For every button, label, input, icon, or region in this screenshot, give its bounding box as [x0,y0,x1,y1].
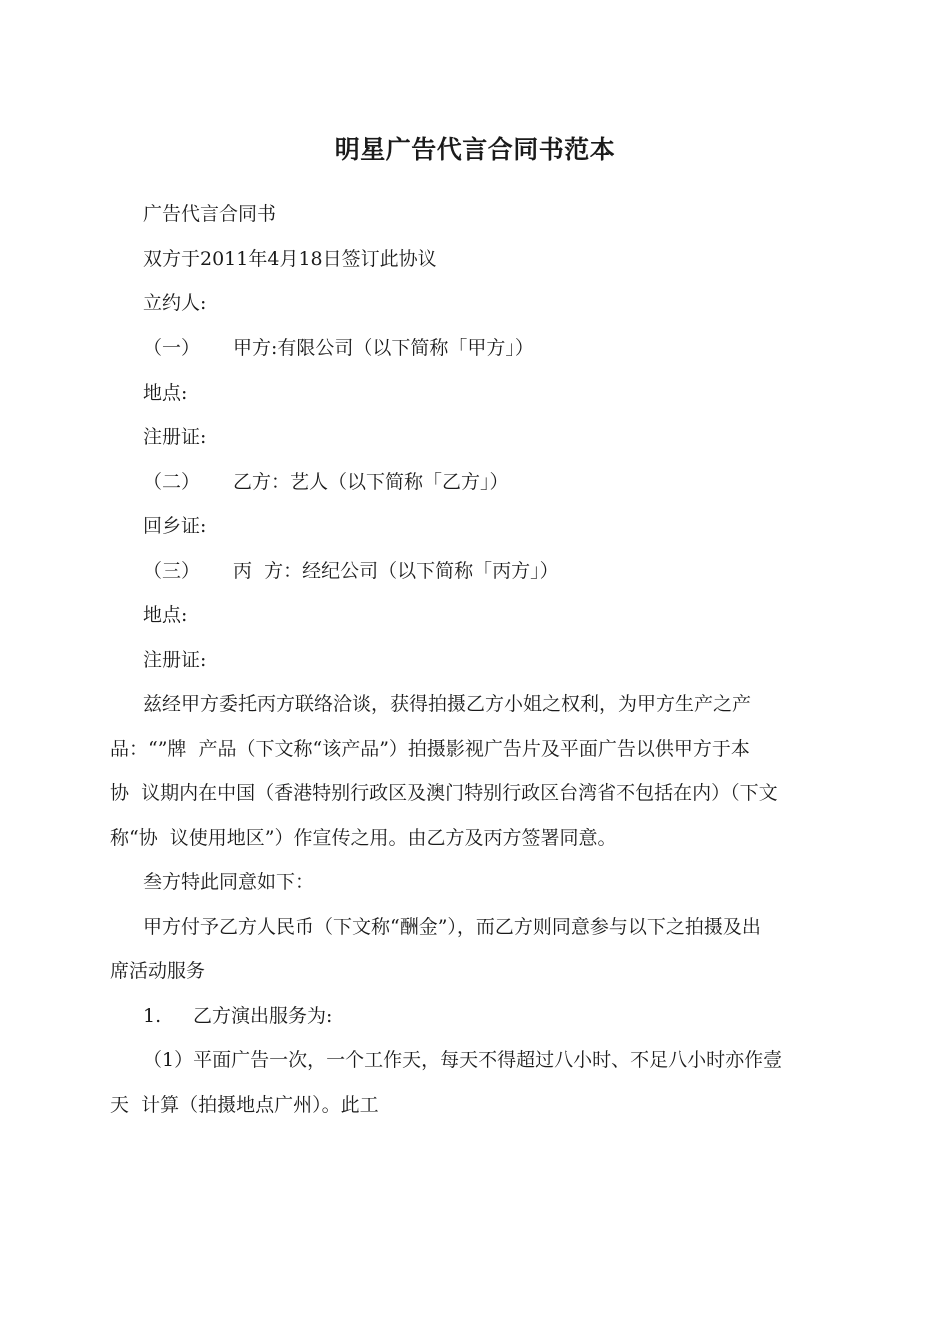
paragraph-line: （1）平面广告一次，一个工作天，每天不得超过八小时、不足八小时亦作壹 [143,1049,783,1071]
signing-date-line: 双方于2011年4月18日签订此协议 [143,248,437,270]
party2-number: （二） [143,471,201,493]
contract-subtitle: 广告代言合同书 [143,203,277,225]
party1-number: （一） [143,337,201,359]
item1-number: 1. [143,1005,162,1027]
paragraph-line: 天 计算（拍摄地点广州）。此工 [110,1094,379,1116]
paragraph-line: 席活动服务 [110,960,206,982]
document-title: 明星广告代言合同书范本 [334,135,616,164]
party1-location: 地点: [143,382,188,404]
item1-text: 乙方演出服务为: [193,1005,333,1027]
party1-registration: 注册证: [143,426,207,448]
paragraph-line: 品：“”牌 产品（下文称“该产品”）拍摄影视广告片及平面广告以供甲方于本 [110,738,750,760]
party1-text: 甲方:有限公司（以下简称「甲方」） [233,337,534,359]
paragraph-line: 兹经甲方委托丙方联络洽谈，获得拍摄乙方小姐之权利，为甲方生产之产 [143,693,752,715]
paragraph-line: 协 议期内在中国（香港特别行政区及澳门特别行政区台湾省不包括在内）（下文 [110,782,778,804]
paragraph-line: 甲方付予乙方人民币（下文称“酬金”），而乙方则同意参与以下之拍摄及出 [143,916,761,938]
party3-number: （三） [143,560,201,582]
party2-text: 乙方：艺人（以下简称「乙方」） [233,471,509,493]
paragraph-line: 称“协 议使用地区”）作宣传之用。由乙方及丙方签署同意。 [110,827,617,849]
party2-id: 回乡证: [143,515,207,537]
party3-registration: 注册证: [143,649,207,671]
party3-location: 地点: [143,604,188,626]
agreement-line: 叁方特此同意如下： [143,871,315,893]
party3-text: 丙 方：经纪公司（以下简称「丙方」） [233,560,559,582]
parties-label: 立约人: [143,292,207,314]
